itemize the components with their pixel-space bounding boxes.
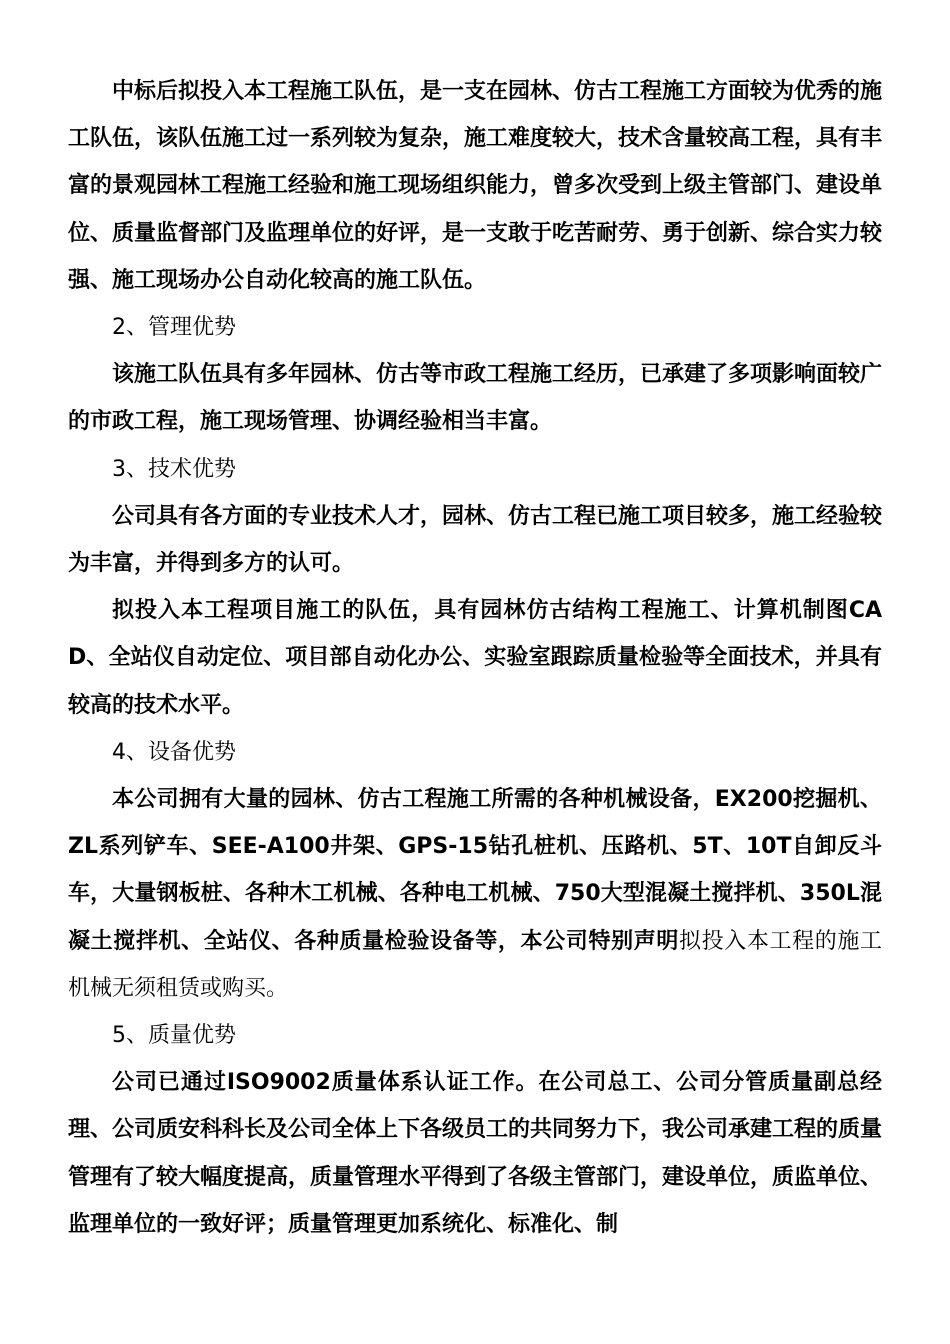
heading-quality-advantage: 5、质量优势: [112, 1023, 236, 1049]
heading-technical-advantage: 3、技术优势: [112, 456, 236, 482]
paragraph-technical-capability: 拟投入本工程项目施工的队伍，具有园林仿古结构工程施工、计算机制图CAD、全站仪自动定位、项目部自动化办公、实验室跟踪质量检验等全面技术，并具有较高的技术水平。: [68, 598, 882, 718]
equipment-list-text: 本公司拥有大量的园林、仿古工程施工所需的各种机械设备，EX200挖掘机、ZL系列铲车、SEE-A100井架、GPS-15钻孔桩机、压路机、5T、10T自卸反斗车，大量钢板桩、各种木工机械、各种电工机械、750大型混凝土搅拌机、350L混凝土搅拌机、全站仪、各种质量检验设备等，本公司特别声明: [68, 787, 882, 954]
heading-equipment-advantage: 4、设备优势: [112, 739, 236, 765]
document-page: [68, 68, 882, 1248]
paragraph-technical-talent: 公司具有各方面的专业技术人才，园林、仿古工程已施工项目较多，施工经验较为丰富，并得到多方的认可。: [68, 503, 883, 577]
heading-management-advantage: 2、管理优势: [112, 315, 236, 341]
paragraph-quality: 公司已通过ISO9002质量体系认证工作。在公司总工、公司分管质量副总经理、公司质安科科长及公司全体上下各级员工的共同努力下，我公司承建工程的质量管理有了较大幅度提高，质量管理水平得到了各级主管部门，建设单位，质监单位、监理单位的一致好评；质量管理更加系统化、标准化、制: [68, 1070, 883, 1237]
paragraph-team-intro: 中标后拟投入本工程施工队伍，是一支在园林、仿古工程施工方面较为优秀的施工队伍，该队伍施工过一系列较为复杂，施工难度较大，技术含量较高工程，具有丰富的景观园林工程施工经验和施工现场组织能力，曾多次受到上级主管部门、建设单位、质量监督部门及监理单位的好评，是一支敢于吃苦耐劳、勇于创新、综合实力较强、施工现场办公自动化较高的施工队伍。: [68, 79, 883, 293]
equipment-declaration-text: 拟投入本工程的施工机械无须租赁或购买。: [68, 928, 882, 1001]
paragraph-equipment: [68, 776, 882, 1012]
paragraph-management: 该施工队伍具有多年园林、仿古等市政工程施工经历，已承建了多项影响面较广的市政工程，施工现场管理、协调经验相当丰富。: [68, 362, 883, 435]
